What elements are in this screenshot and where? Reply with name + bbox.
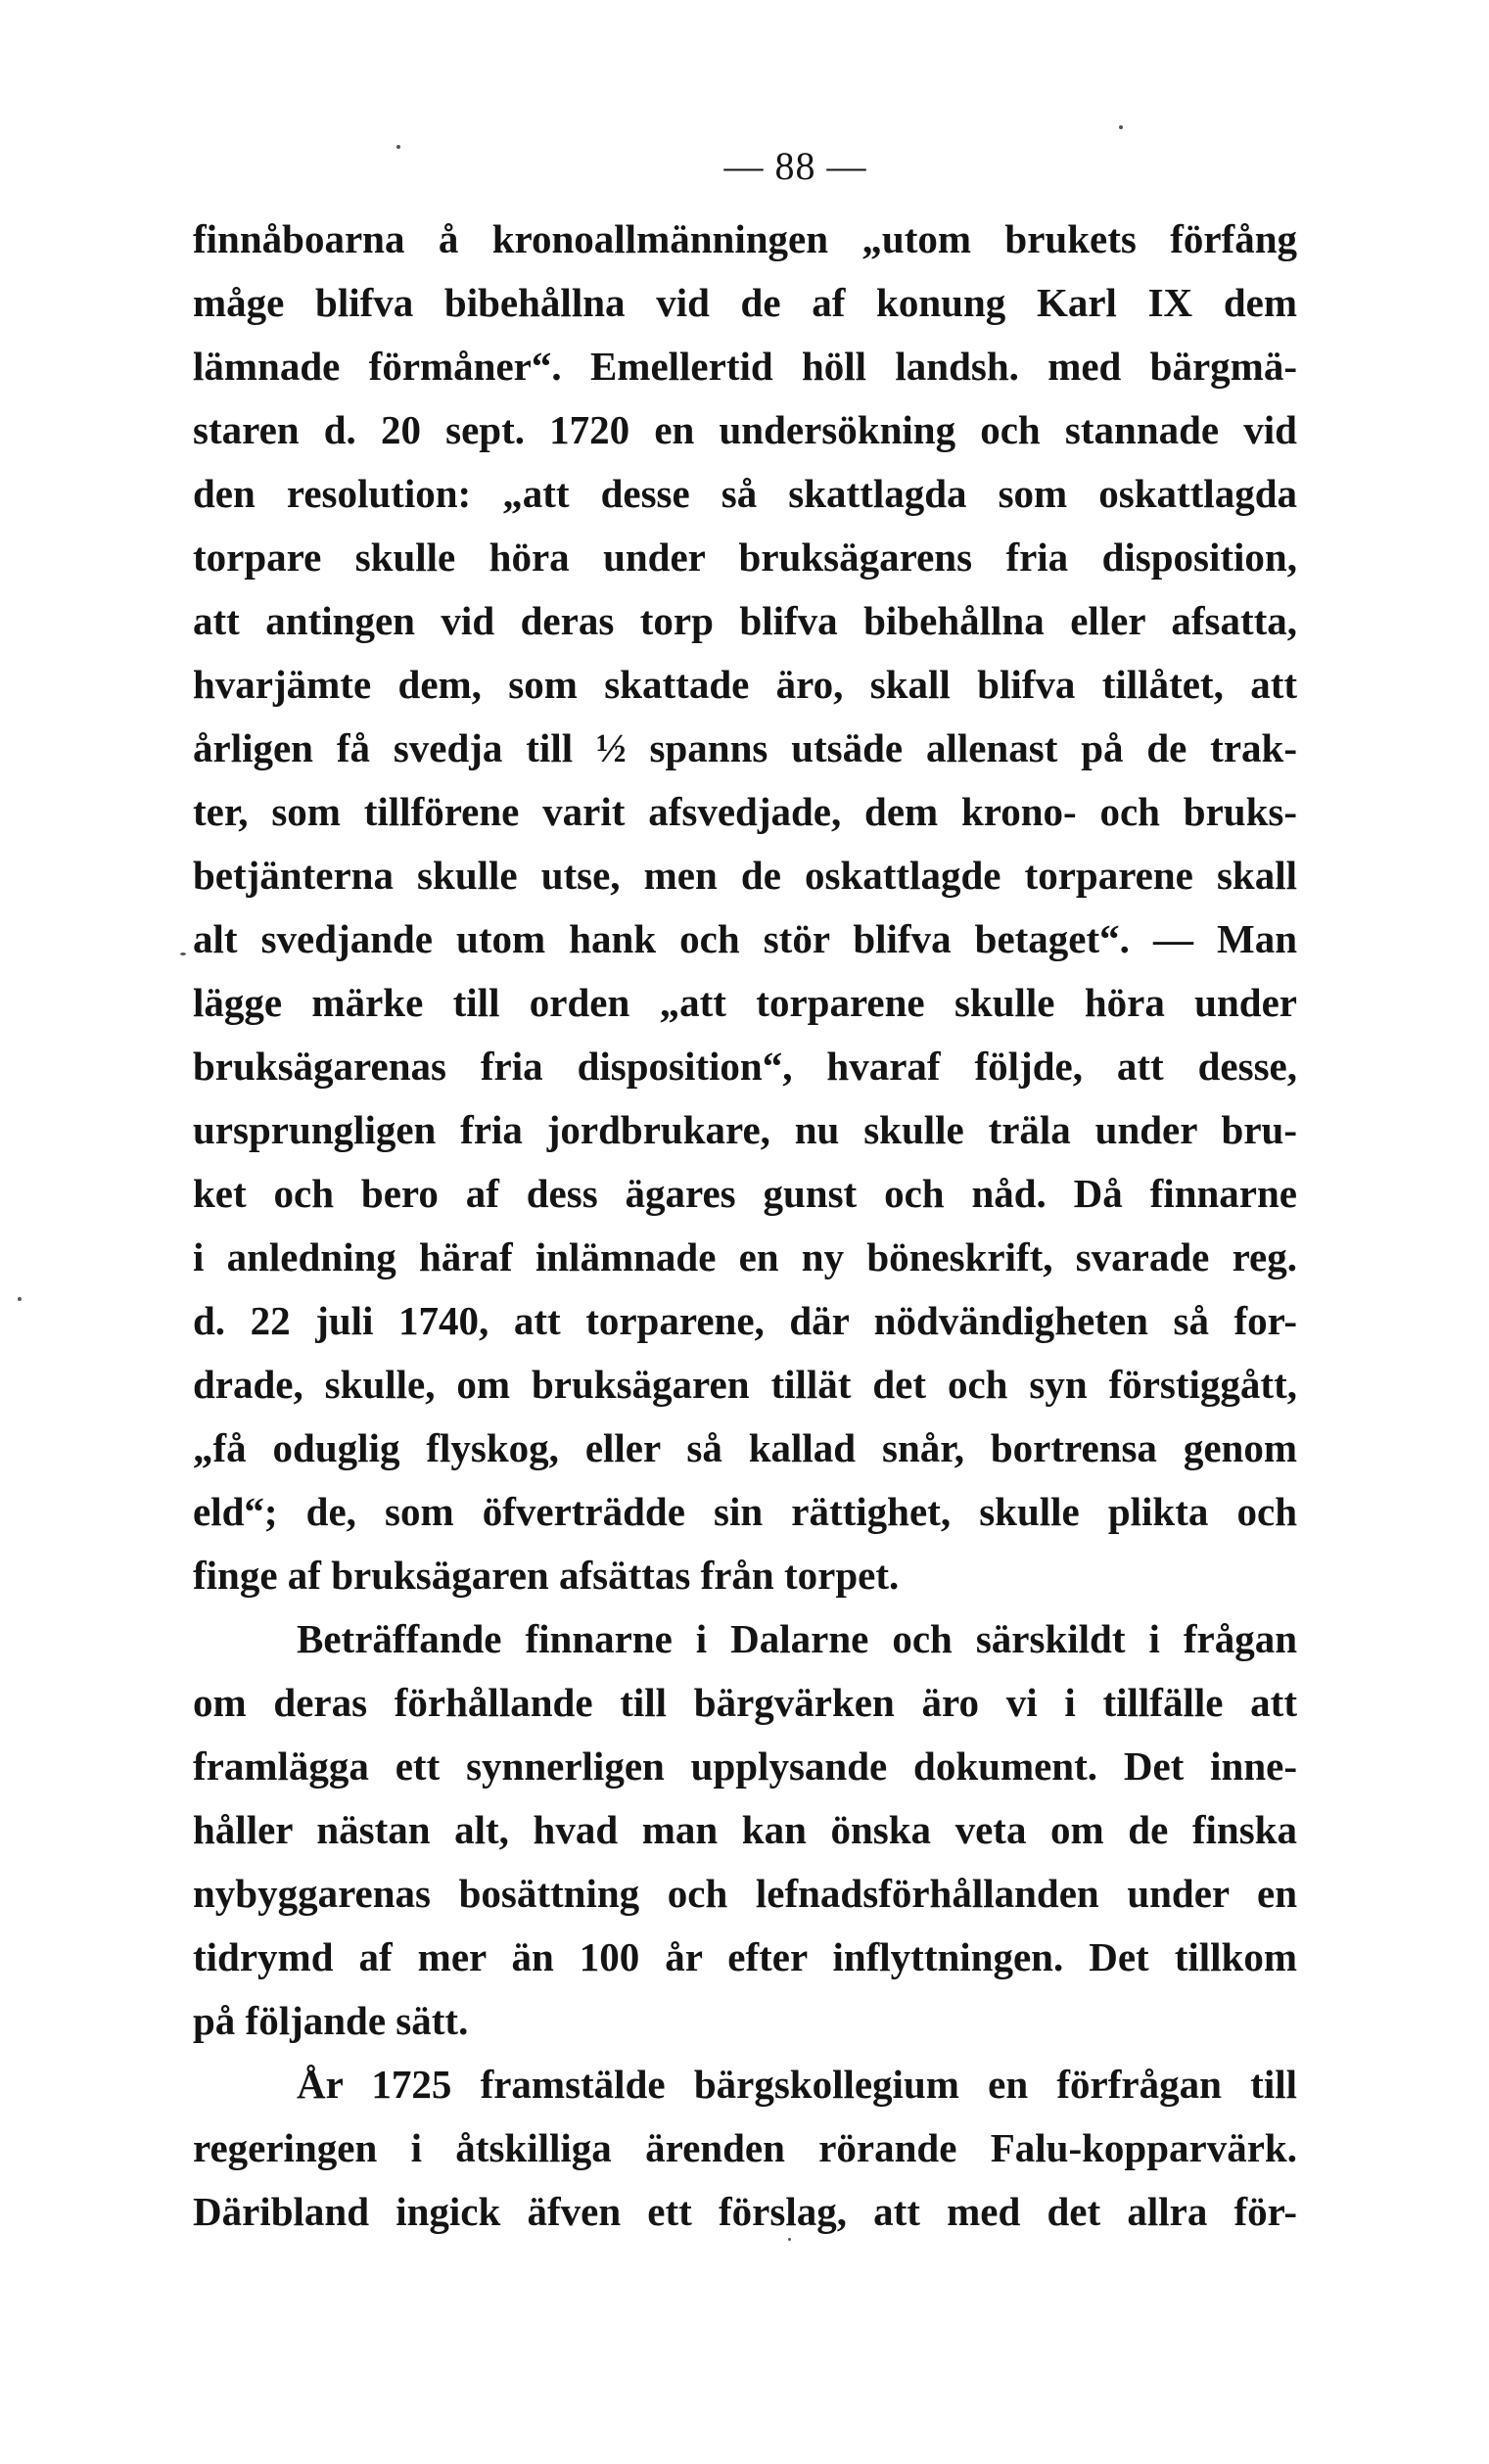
text-line: lägge märke till orden „att torparene skulle höra under [193,980,1297,1025]
text-line: ket och bero af dess ägares gunst och nåd. Då finnarne [193,1171,1297,1216]
text-line: eld“; de, som öfverträdde sin rättighet, skulle plikta och [193,1489,1297,1534]
text-line: Däribland ingick äfven ett förslag, att med det allra för- [193,2189,1297,2234]
scan-speck [18,1297,22,1301]
text-line: hvarjämte dem, som skattade äro, skall blifva tillåtet, att [193,662,1297,707]
text-line: finge af bruksägaren afsättas från torpet. [193,1553,900,1598]
paragraph-1 [193,208,1297,1607]
text-line: alt svedjande utom hank och stör blifva betaget“. — Man [193,916,1297,961]
body-text [193,208,1297,2244]
text-line: den resolution: „att desse så skattlagda som oskattlagda [193,471,1297,516]
text-line: lämnade förmåner“. Emellertid höll landsh. med bärgmä- [193,344,1297,389]
text-line: att antingen vid deras torp blifva bibehållna eller afsatta, [193,598,1297,643]
paragraph-2 [193,1607,1297,2053]
text-line: Beträffande finnarne i Dalarne och särskildt i frågan [297,1616,1297,1661]
text-line: År 1725 framstälde bärgskollegium en förfrågan till [297,2062,1297,2107]
text-line: tidrymd af mer än 100 år efter inflyttningen. Det tillkom [193,1934,1297,1979]
text-line: betjänterna skulle utse, men de oskattlagde torparene skall [193,853,1297,898]
text-line: finnåboarna å kronoallmänningen „utom brukets förfång [193,216,1297,261]
text-line: drade, skulle, om bruksägaren tillät det och syn förstiggått, [193,1362,1297,1407]
text-line: bruksägarenas fria disposition“, hvaraf följde, att desse, [193,1044,1297,1089]
paragraph-3 [193,2053,1297,2244]
text-line: nybyggarenas bosättning och lefnadsförhållanden under en [193,1871,1297,1916]
text-line: om deras förhållande till bärgvärken äro vi i tillfälle att [193,1680,1297,1725]
text-line: regeringen i åtskilliga ärenden rörande Falu-kopparvärk. [193,2125,1297,2170]
text-line: i anledning häraf inlämnade en ny böneskrift, svarade reg. [193,1234,1297,1279]
text-line: staren d. 20 sept. 1720 en undersökning och stannade vid [193,407,1297,452]
text-line: på följande sätt. [193,1998,469,2043]
text-line: årligen få svedja till ½ spanns utsäde allenast på de trak- [193,725,1297,770]
text-line: ter, som tillförene varit afsvedjade, dem krono- och bruks- [193,789,1297,834]
text-line: „få oduglig flyskog, eller så kallad snår, bortrensa genom [193,1425,1297,1470]
scan-speck [788,2238,791,2241]
text-line: ursprungligen fria jordbrukare, nu skulle träla under bru- [193,1107,1297,1152]
text-line: d. 22 juli 1740, att torparene, där nödvändigheten så for- [193,1298,1297,1343]
text-line: framlägga ett synnerligen upplysande dokument. Det inne- [193,1743,1297,1789]
text-line: måge blifva bibehållna vid de af konung Karl IX dem [193,280,1297,325]
page-number: — 88 — [723,144,867,188]
scan-speck [1119,125,1123,129]
text-line: håller nästan alt, hvad man kan önska veta om de finska [193,1807,1297,1852]
text-line: torpare skulle höra under bruksägarens fria disposition, [193,535,1297,580]
scan-speck [396,145,400,149]
scan-speck [180,953,186,955]
